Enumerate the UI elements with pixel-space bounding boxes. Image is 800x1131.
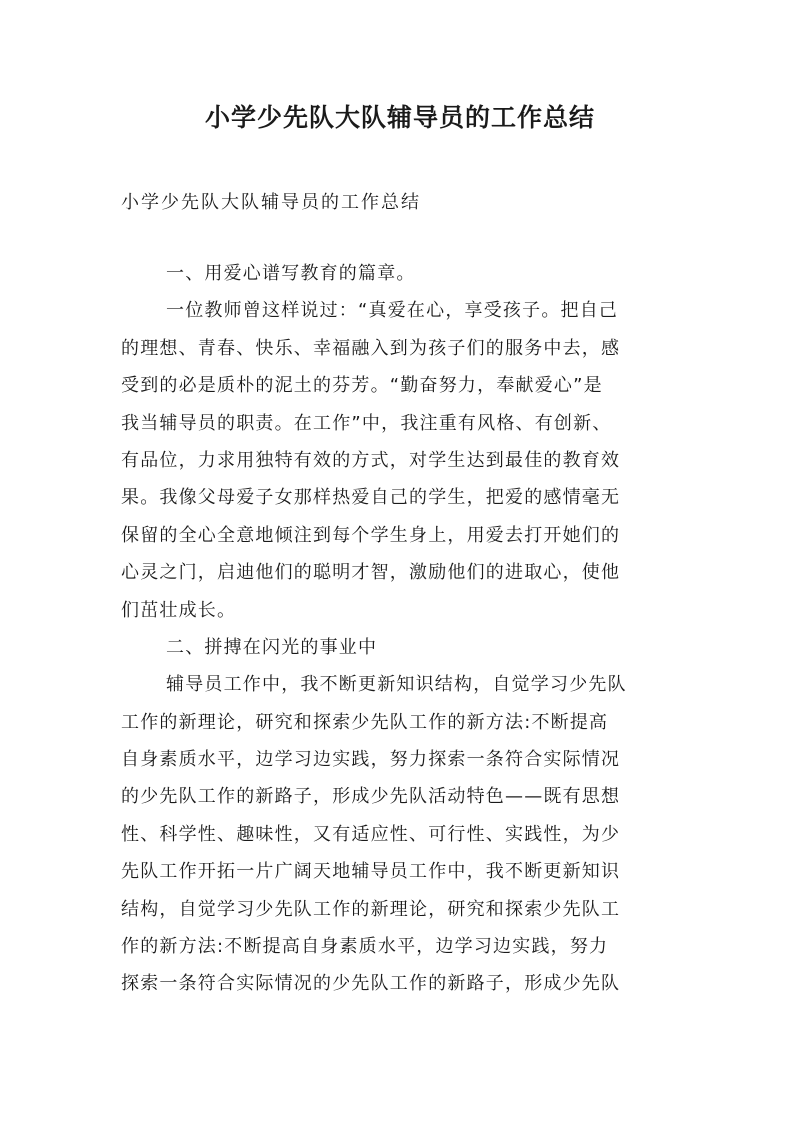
text-line: 探索一条符合实际情况的少先队工作的新路子，形成少先队 <box>121 973 621 995</box>
text-line: 们茁壮成长。 <box>121 599 237 621</box>
text-line: 作的新方法:不断提高自身素质水平，边学习边实践，努力 <box>121 936 609 958</box>
text-line: 果。我像父母爱子女那样热爱自己的学生，把爱的感情毫无 <box>121 487 621 509</box>
text-line: 先队工作开拓一片广阔天地辅导员工作中，我不断更新知识 <box>121 861 621 883</box>
text-line: 二、拼搏在闪光的事业中 <box>166 636 378 658</box>
document-body <box>121 255 693 1003</box>
text-line: 结构，自觉学习少先队工作的新理论，研究和探索少先队工 <box>121 898 621 920</box>
text-line: 一、用爱心谱写教育的篇章。 <box>166 263 416 284</box>
text-line: 一位教师曾这样说过：“真爱在心，享受孩子。把自己 <box>166 300 619 322</box>
text-line: 我当辅导员的职责。在工作”中，我注重有风格、有创新、 <box>121 412 612 434</box>
text-line: 受到的必是质朴的泥土的芬芳。“勤奋努力，奉献爱心”是 <box>121 375 603 397</box>
document-title: 小学少先队大队辅导员的工作总结 <box>204 103 595 132</box>
text-line: 辅导员工作中，我不断更新知识结构，自觉学习少先队 <box>166 674 627 696</box>
text-line: 自身素质水平，边学习边实践，努力探索一条符合实际情况 <box>121 749 621 771</box>
text-line: 的理想、青春、快乐、幸福融入到为孩子们的服务中去，感 <box>121 337 621 359</box>
text-line: 有品位，力求用独特有效的方式，对学生达到最佳的教育效 <box>121 449 621 471</box>
text-line: 的少先队工作的新路子，形成少先队活动特色——既有思想 <box>121 786 621 808</box>
text-line: 性、科学性、趣味性，又有适应性、可行性、实践性，为少 <box>121 823 621 845</box>
text-line: 保留的全心全意地倾注到每个学生身上，用爱去打开她们的 <box>121 524 621 546</box>
text-line: 工作的新理论，研究和探索少先队工作的新方法:不断提高 <box>121 711 609 733</box>
document-subtitle: 小学少先队大队辅导员的工作总结 <box>121 192 421 213</box>
text-line: 心灵之门，启迪他们的聪明才智，激励他们的进取心，使他 <box>121 562 621 584</box>
